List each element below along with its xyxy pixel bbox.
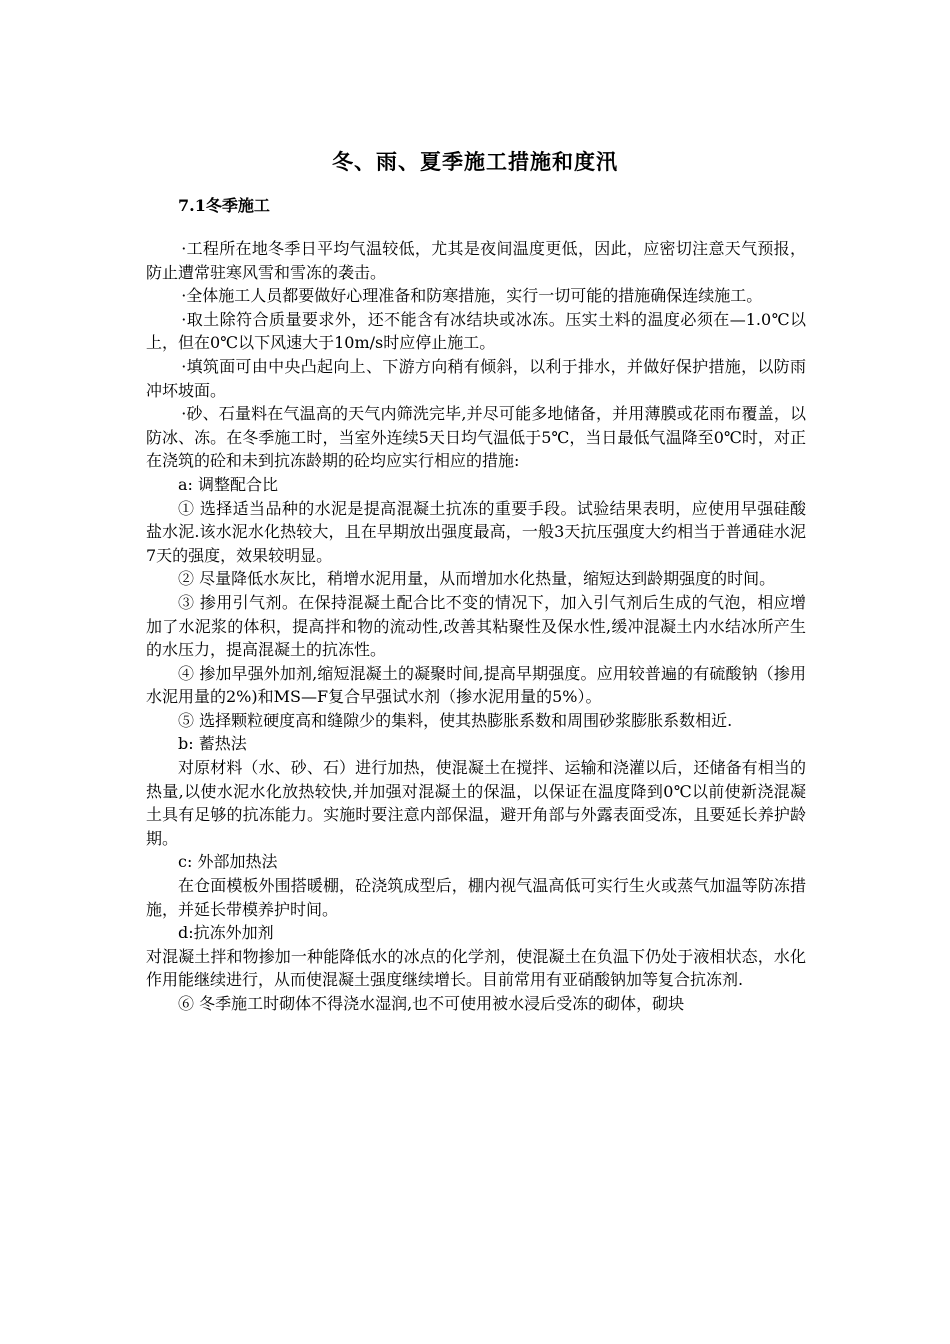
paragraph: ③ 掺用引气剂。在保持混凝土配合比不变的情况下，加入引气剂后生成的气泡，相应增加了水泥浆的体积，提高拌和物的流动性,改善其粘聚性及保水性,缓冲混凝土内水结冰所产生的水压力，提高混凝土的抗冻性。 xyxy=(146,592,806,660)
paragraph: ① 选择适当品种的水泥是提高混凝土抗冻的重要手段。试验结果表明，应使用早强硅酸盐水泥.该水泥水化热较大，且在早期放出强度最高，一般3天抗压强度大约相当于普通硅水泥7天的强度，效果较明显。 xyxy=(146,498,806,565)
paragraph: ·工程所在地冬季日平均气温较低，尤其是夜间温度更低，因此，应密切注意天气预报，防止遭常驻寒风雪和雪冻的袭击。 xyxy=(146,239,806,282)
paragraph: ⑥ 冬季施工时砌体不得浇水湿润,也不可使用被水浸后受冻的砌体，砌块 xyxy=(178,994,685,1013)
subheading: c: 外部加热法 xyxy=(178,852,278,872)
document-title: 冬、雨、夏季施工措施和度汛 xyxy=(332,149,618,174)
paragraph: 对混凝土拌和物掺加一种能降低水的冰点的化学剂，使混凝土在负温下仍处于液相状态，水化作用能继续进行，从而使混凝土强度继续增长。目前常用有亚硝酸钠加等复合抗冻剂. xyxy=(146,946,806,990)
subheading: a: 调整配合比 xyxy=(178,474,279,494)
document-body xyxy=(146,237,806,1016)
subheading: b: 蓄热法 xyxy=(178,734,247,754)
paragraph: ·砂、石量料在气温高的天气内筛洗完毕,并尽可能多地储备，并用薄膜或花雨布覆盖，以防冰、冻。在冬季施工时，当室外连续5天日均气温低于5℃，当日最低气温降至0℃时，对正在浇筑的砼和未到抗冻龄期的砼均应实行相应的措施: xyxy=(146,404,806,471)
paragraph: ⑤ 选择颗粒硬度高和缝隙少的集料，使其热膨胀系数和周围砂浆膨胀系数相近. xyxy=(178,710,733,730)
paragraph: ·取土除符合质量要求外，还不能含有冰结块或冰冻。压实土料的温度必须在—1.0℃以上，但在0℃以下风速大于10m/s时应停止施工。 xyxy=(146,309,806,353)
paragraph: ④ 掺加早强外加剂,缩短混凝土的凝聚时间,提高早期强度。应用较普遍的有硫酸钠（掺用水泥用量的2%)和MS—F复合早强试水剂（掺水泥用量的5%）。 xyxy=(146,663,806,707)
paragraph: 对原材料（水、砂、石）进行加热，使混凝土在搅拌、运输和浇灌以后，还储备有相当的热量,以使水泥水化放热较快,并加强对混凝土的保温，以保证在温度降到0℃以前使新浇混凝土具有足够的抗冻能力。实施时要注意内部保温，避开角部与外露表面受冻，且要延长养护龄期。 xyxy=(146,758,806,848)
paragraph: 在仓面模板外围搭暖棚，砼浇筑成型后，棚内视气温高低可实行生火或蒸气加温等防冻措施，并延长带模养护时间。 xyxy=(146,876,806,919)
paragraph: ② 尽量降低水灰比，稍增水泥用量，从而增加水化热量，缩短达到龄期强度的时间。 xyxy=(178,569,776,589)
subheading: d:抗冻外加剂 xyxy=(178,923,274,943)
section-heading: 7.1冬季施工 xyxy=(178,196,270,215)
paragraph: ·全体施工人员都要做好心理准备和防寒措施，实行一切可能的措施确保连续施工。 xyxy=(181,286,763,306)
paragraph: ·填筑面可由中央凸起向上、下游方向稍有倾斜，以利于排水，并做好保护措施，以防雨冲坏坡面。 xyxy=(146,356,806,400)
